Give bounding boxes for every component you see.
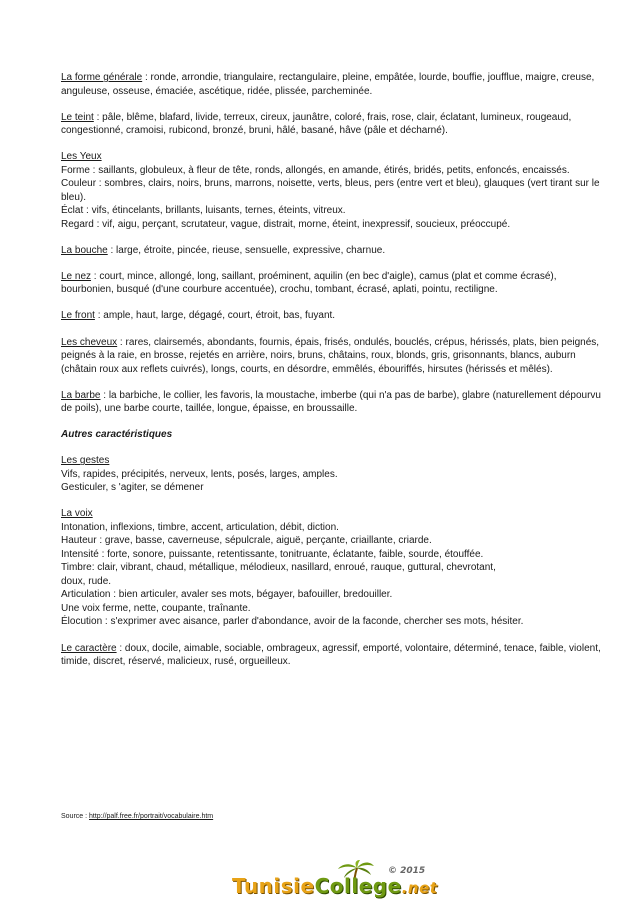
section-label: La bouche [61,244,108,256]
section-text: : ample, haut, large, dégagé, court, étroit, bas, fuyant. [94,310,336,322]
section-label: Le nez [61,270,92,282]
source-prefix: Source : [61,813,90,820]
section-heading: Les Yeux [61,151,102,163]
autres-heading [61,428,606,442]
voix-line: Hauteur : grave, basse, caverneuse, sépulcrale, aiguë, perçante, criaillante, criarde. [61,535,432,547]
section-bouche [61,244,606,258]
section-caractere [61,642,606,669]
gestes-line: Gesticuler, s 'agiter, se démener [61,482,204,494]
source-note [61,812,213,821]
yeux-eclat: Éclat : vifs, étincelants, brillants, luisants, ternes, éteints, vitreux. [61,205,346,217]
section-label: La barbe [61,389,101,401]
yeux-regard: Regard : vif, aigu, perçant, scrutateur, vague, distrait, morne, éteint, inexpressif, soucieux, préoccupé. [61,218,511,230]
section-heading: Les gestes [61,455,110,467]
voix-line: Intonation, inflexions, timbre, accent, articulation, débit, diction. [61,521,339,533]
section-label: La forme générale [61,72,143,83]
voix-line: Élocution : s'exprimer avec aisance, parler d'abondance, avoir de la faconde, chercher ses mots, hésiter. [61,616,524,628]
section-text: : doux, docile, aimable, sociable, ombrageux, agressif, emporté, volontaire, déterminé, tenace, faible, violent, timide, discret, réservé, malicieux, rusé, orgueilleux. [61,642,601,668]
section-text: : pâle, blême, blafard, livide, terreux, cireux, jaunâtre, coloré, frais, rose, clair, éclatant, lumineux, rougeaud, congestionné, cramoisi, rubicond, bronzé, bruni, hâlé, basané, hâve (pâle et décharné). [61,111,572,137]
section-gestes [61,454,606,495]
logo-part-1: Tunisie [232,874,315,898]
document-body [61,71,606,681]
section-front [61,309,606,323]
voix-line: Timbre: clair, vibrant, chaud, métallique, mélodieux, nasillard, enroué, rauque, guttural, chevrotant, [61,562,496,574]
yeux-couleur: Couleur : sombres, clairs, noirs, bruns, marrons, noisette, verts, bleus, pers (entre vert et bleu), glauques (vert tirant sur le bleu). [61,178,600,203]
logo-wordmark [232,874,437,898]
section-cheveux [61,336,606,377]
section-label: Les cheveux [61,336,118,348]
voix-line: doux, rude. [61,575,112,587]
voix-line: Une voix ferme, nette, coupante, traînante. [61,602,251,614]
voix-line: Intensité : forte, sonore, puissante, retentissante, tonitruante, éclatante, faible, sourde, étouffée. [61,548,484,560]
autres-title: Autres caractéristiques [61,429,173,441]
section-label: Le caractère [61,642,117,654]
section-text: : court, mince, allongé, long, saillant, proéminent, aquilin (en bec d'aigle), camus (plat et comme écrasé), bourbonien, busqué (d'une courbure accentuée), crochu, tombant, écrasé, aplati, pointu, rectiligne. [61,270,557,296]
section-text: : ronde, arrondie, triangulaire, rectangulaire, pleine, empâtée, lourde, bouffie, joufflue, maigre, creuse, anguleuse, osseuse, émaciée, ascétique, ridée, plissée, parcheminée. [61,72,595,97]
section-text: : large, étroite, pincée, rieuse, sensuelle, expressive, charnue. [107,244,386,256]
logo-part-2: College [314,874,402,898]
section-label: Le teint [61,111,94,123]
section-barbe [61,389,606,416]
section-yeux [61,150,606,231]
gestes-line: Vifs, rapides, précipités, nerveux, lents, posés, larges, amples. [61,468,338,480]
yeux-forme: Forme : saillants, globuleux, à fleur de tête, ronds, allongés, en amande, étirés, bridés, petits, enfoncés, encaissés. [61,164,570,176]
section-label: Le front [61,310,95,322]
section-text: : la barbiche, le collier, les favoris, la moustache, imberbe (qui n'a pas de barbe), glabre (naturellement dépourvu de poils), une barbe courte, taillée, longue, épaisse, en broussaille. [61,389,601,415]
section-forme [61,71,606,98]
section-teint [61,111,606,138]
voix-line: Articulation : bien articuler, avaler ses mots, bégayer, bafouiller, bredouiller. [61,589,393,601]
section-voix [61,507,606,629]
section-nez [61,270,606,297]
section-heading: La voix [61,508,93,520]
logo-part-3: .net [401,879,438,897]
site-logo [208,860,448,900]
logo-copyright: © 2015 [388,866,426,876]
source-link[interactable]: http://palf.free.fr/portrait/vocabulaire.htm [89,813,214,820]
section-text: : rares, clairsemés, abondants, fournis, épais, frisés, ondulés, bouclés, crépus, hérissés, plats, bien peignés, peignés à la raie, en brosse, rejetés en arrière, noirs, bruns, châtains, roux, blonds, gris, grisonnants, blancs, auburn (châtain roux aux reflets cuivrés), longs, courts, en désordre, emmêlés, ébouriffés, hirsutes (hérissés et mêlés). [61,336,600,375]
